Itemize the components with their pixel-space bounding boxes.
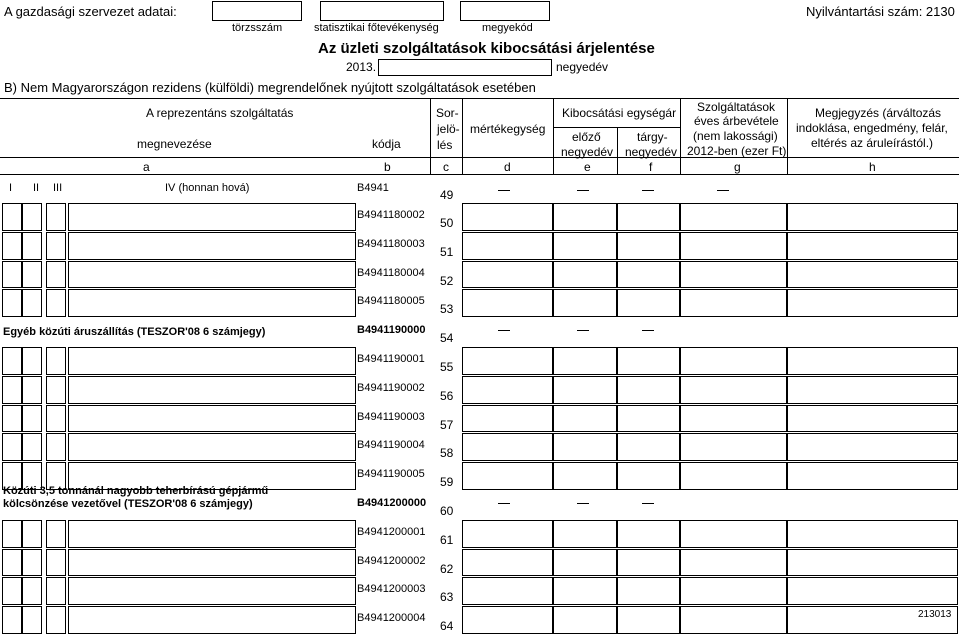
col-note-header-3: eltérés az áruleírástól.) [811,136,934,150]
category-name: Közúti 3,5 tonnánál nagyobb teherbírású gépjármű kölcsönzése vezetővel (TESZOR'08 6 számjegy) [3,485,269,510]
entry-cell[interactable] [2,289,22,317]
service-code: B4941180004 [357,266,425,279]
entry-cell[interactable] [46,289,66,317]
service-code: B4941200001 [357,525,426,538]
col-letter-f: f [649,160,653,174]
service-code: B4941190003 [357,410,425,423]
section-b-heading: B) Nem Magyarországon rezidens (külföldi) megrendelőnek nyújtott szolgáltatások esetében [4,80,536,95]
col-letter-g: g [734,160,741,174]
value-input-cell[interactable] [787,203,958,231]
value-input-cell[interactable] [787,549,958,577]
entry-cell[interactable] [68,203,356,231]
org-data-label: A gazdasági szervezet adatai: [4,4,177,19]
col-service-header: A reprezentáns szolgáltatás [146,106,294,120]
col-letter-h: h [869,160,876,174]
dash-mark [642,330,654,331]
value-input-cell[interactable] [553,462,617,490]
main-activity-field[interactable] [320,1,444,21]
service-code: B4941200000 [357,497,427,509]
header-divider [787,98,788,174]
value-input-cell[interactable] [680,405,787,433]
row-number: 63 [440,590,454,605]
col-unit-header: mértékegység [470,122,546,136]
service-code: B4941190001 [357,353,425,365]
entry-cell[interactable] [22,520,42,548]
level-iii-label: III [53,182,63,194]
entry-cell[interactable] [2,203,22,231]
row-number: 60 [440,504,454,518]
value-input-cell[interactable] [462,232,553,260]
page-title: Az üzleti szolgáltatások kibocsátási árjelentése [318,40,655,57]
col-revenue-header-1: Szolgáltatások [697,100,776,114]
col-note-header-2: indoklása, engedmény, felár, [796,121,948,135]
header-top-rule [0,98,959,99]
value-input-cell[interactable] [553,577,617,605]
header-divider [430,98,431,174]
value-input-cell[interactable] [680,549,787,577]
service-code: B4941180003 [357,237,425,250]
value-input-cell[interactable] [680,261,787,289]
row-number: 53 [440,302,454,317]
service-code: B4941200002 [357,554,426,567]
value-input-cell[interactable] [462,203,553,231]
value-input-cell[interactable] [680,462,787,490]
value-input-cell[interactable] [553,289,617,317]
col-note-header-1: Megjegyzés (árváltozás [815,106,942,120]
entry-cell[interactable] [68,405,356,433]
header-bottom-rule [0,157,959,158]
entry-cell[interactable] [2,232,22,260]
value-input-cell[interactable] [553,347,617,375]
level-row-number: 49 [440,188,454,202]
dash-mark [577,503,589,504]
entry-cell[interactable] [68,549,356,577]
value-input-cell[interactable] [462,433,553,461]
value-input-cell[interactable] [462,577,553,605]
value-input-cell[interactable] [787,376,958,404]
value-input-cell[interactable] [617,549,680,577]
value-input-cell[interactable] [617,520,680,548]
entry-cell[interactable] [68,433,356,461]
value-input-cell[interactable] [462,289,553,317]
entry-cell[interactable] [46,261,66,289]
registry-number: Nyilvántartási szám: 2130 [806,4,955,19]
value-input-cell[interactable] [553,405,617,433]
category-name: Egyéb közúti áruszállítás (TESZOR'08 6 számjegy) [3,326,266,339]
header-divider [680,98,681,174]
entry-cell[interactable] [2,347,22,375]
entry-cell[interactable] [68,347,356,375]
value-input-cell[interactable] [617,577,680,605]
value-input-cell[interactable] [553,520,617,548]
entry-cell[interactable] [68,606,356,634]
value-input-cell[interactable] [553,376,617,404]
col-revenue-header-3: (nem lakossági) [693,129,778,143]
dash-mark [717,190,729,191]
value-input-cell[interactable] [617,606,680,634]
col-letter-d: d [504,160,511,174]
entry-cell[interactable] [22,261,42,289]
entry-cell[interactable] [22,577,42,605]
field-label-county: megyekód [482,22,533,34]
value-input-cell[interactable] [617,347,680,375]
header-divider [553,98,554,174]
entry-cell[interactable] [2,433,22,461]
col-revenue-header-2: éves árbevétele [694,114,779,128]
level-i-label: I [9,182,13,194]
row-number: 56 [440,388,454,403]
value-input-cell[interactable] [462,549,553,577]
entry-cell[interactable] [22,549,42,577]
col-curr-header-2: negyedév [625,145,678,159]
dash-mark [577,190,589,191]
value-input-cell[interactable] [553,606,617,634]
entry-cell[interactable] [2,405,22,433]
entry-cell[interactable] [46,549,66,577]
row-number: 55 [440,360,454,374]
value-input-cell[interactable] [680,232,787,260]
value-input-cell[interactable] [787,261,958,289]
value-input-cell[interactable] [462,347,553,375]
col-letter-a: a [143,160,150,174]
value-input-cell[interactable] [787,433,958,461]
level-iv-label: IV (honnan hová) [165,182,250,194]
service-code: B4941190000 [357,324,426,337]
tax-id-field[interactable] [212,1,302,21]
entry-cell[interactable] [2,261,22,289]
col-prev-header-2: negyedév [561,145,614,159]
entry-cell[interactable] [46,520,66,548]
entry-cell[interactable] [22,289,42,317]
header-divider [462,98,463,174]
entry-cell[interactable] [22,203,42,231]
value-input-cell[interactable] [553,549,617,577]
entry-cell[interactable] [68,520,356,548]
entry-cell[interactable] [2,577,22,605]
value-input-cell[interactable] [462,261,553,289]
entry-cell[interactable] [68,289,356,317]
dash-mark [498,503,510,504]
entry-cell[interactable] [22,606,42,634]
county-code-field[interactable] [460,1,550,21]
service-code: B4941190002 [357,381,425,394]
dash-mark [577,330,589,331]
value-input-cell[interactable] [787,520,958,548]
value-input-cell[interactable] [680,520,787,548]
form-id: 213013 [918,609,952,620]
entry-cell[interactable] [46,376,66,404]
row-number: 58 [440,446,454,461]
value-input-cell[interactable] [787,347,958,375]
service-code: B4941200004 [357,612,426,625]
entry-cell[interactable] [22,405,42,433]
field-label-tax-id: törzsszám [232,22,283,34]
col-code-header: kódja [372,137,401,151]
value-input-cell[interactable] [680,347,787,375]
value-input-cell[interactable] [553,433,617,461]
level-code: B4941 [357,182,389,194]
entry-cell[interactable] [68,261,356,289]
value-input-cell[interactable] [680,376,787,404]
row-number: 64 [440,619,454,634]
value-input-cell[interactable] [787,232,958,260]
value-input-cell[interactable] [617,433,680,461]
value-input-cell[interactable] [553,232,617,260]
entry-cell[interactable] [46,606,66,634]
entry-cell[interactable] [46,203,66,231]
row-number: 57 [440,417,454,432]
value-input-cell[interactable] [680,606,787,634]
value-input-cell[interactable] [617,203,680,231]
value-input-cell[interactable] [553,203,617,231]
header-divider [617,127,618,174]
col-rowno-header-2: jelö- [437,122,460,136]
col-letter-e: e [584,160,591,174]
col-price-header: Kibocsátási egységár [562,106,677,120]
value-input-cell[interactable] [617,261,680,289]
row-number: 61 [440,532,454,547]
entry-cell[interactable] [46,347,66,375]
entry-cell[interactable] [68,376,356,404]
field-label-activity: statisztikai főtevékenység [314,22,439,34]
value-input-cell[interactable] [617,232,680,260]
value-input-cell[interactable] [680,433,787,461]
value-input-cell[interactable] [617,289,680,317]
col-curr-header-1: tárgy- [637,130,668,144]
entry-cell[interactable] [2,520,22,548]
row-number: 52 [440,273,454,288]
service-code: B4941190004 [357,439,425,452]
value-input-cell[interactable] [617,462,680,490]
value-input-cell[interactable] [462,606,553,634]
col-letter-c: c [443,160,449,174]
row-number: 51 [440,244,454,259]
entry-cell[interactable] [22,232,42,260]
row-number: 59 [440,475,454,490]
value-input-cell[interactable] [617,376,680,404]
service-code: B4941180002 [357,209,425,221]
value-input-cell[interactable] [787,405,958,433]
service-code: B4941180005 [357,295,425,308]
value-input-cell[interactable] [462,520,553,548]
col-rowno-header-3: lés [437,138,453,152]
dash-mark [498,190,510,191]
entry-cell[interactable] [2,606,22,634]
entry-cell[interactable] [46,232,66,260]
col-revenue-header-4: 2012-ben (ezer Ft) [687,144,787,158]
entry-cell[interactable] [2,376,22,404]
quarter-field[interactable] [378,59,552,76]
col-rowno-header-1: Sor- [436,106,459,120]
service-code: B4941190005 [357,468,425,481]
entry-cell[interactable] [68,577,356,605]
entry-cell[interactable] [46,405,66,433]
value-input-cell[interactable] [462,462,553,490]
row-number: 54 [440,331,454,346]
entry-cell[interactable] [68,232,356,260]
value-input-cell[interactable] [680,577,787,605]
entry-cell[interactable] [46,433,66,461]
entry-cell[interactable] [46,577,66,605]
entry-cell[interactable] [22,433,42,461]
value-input-cell[interactable] [680,203,787,231]
value-input-cell[interactable] [462,405,553,433]
level-ii-label: II [33,182,40,194]
entry-cell[interactable] [22,376,42,404]
quarter-label: negyedév [556,60,609,74]
value-input-cell[interactable] [787,289,958,317]
entry-cell[interactable] [2,549,22,577]
value-input-cell[interactable] [462,376,553,404]
row-number: 62 [440,561,454,576]
col-prev-header-1: előző [572,130,601,144]
value-input-cell[interactable] [680,289,787,317]
letter-row-rule [0,174,959,175]
col-letter-b: b [384,160,391,174]
service-code: B4941200003 [357,583,426,596]
value-input-cell[interactable] [617,405,680,433]
dash-mark [642,503,654,504]
value-input-cell[interactable] [787,577,958,605]
value-input-cell[interactable] [553,261,617,289]
entry-cell[interactable] [22,347,42,375]
year-label: 2013. [346,60,377,74]
dash-mark [498,330,510,331]
row-number: 50 [440,216,454,230]
col-name-header: megnevezése [137,137,212,151]
dash-mark [642,190,654,191]
value-input-cell[interactable] [787,462,958,490]
